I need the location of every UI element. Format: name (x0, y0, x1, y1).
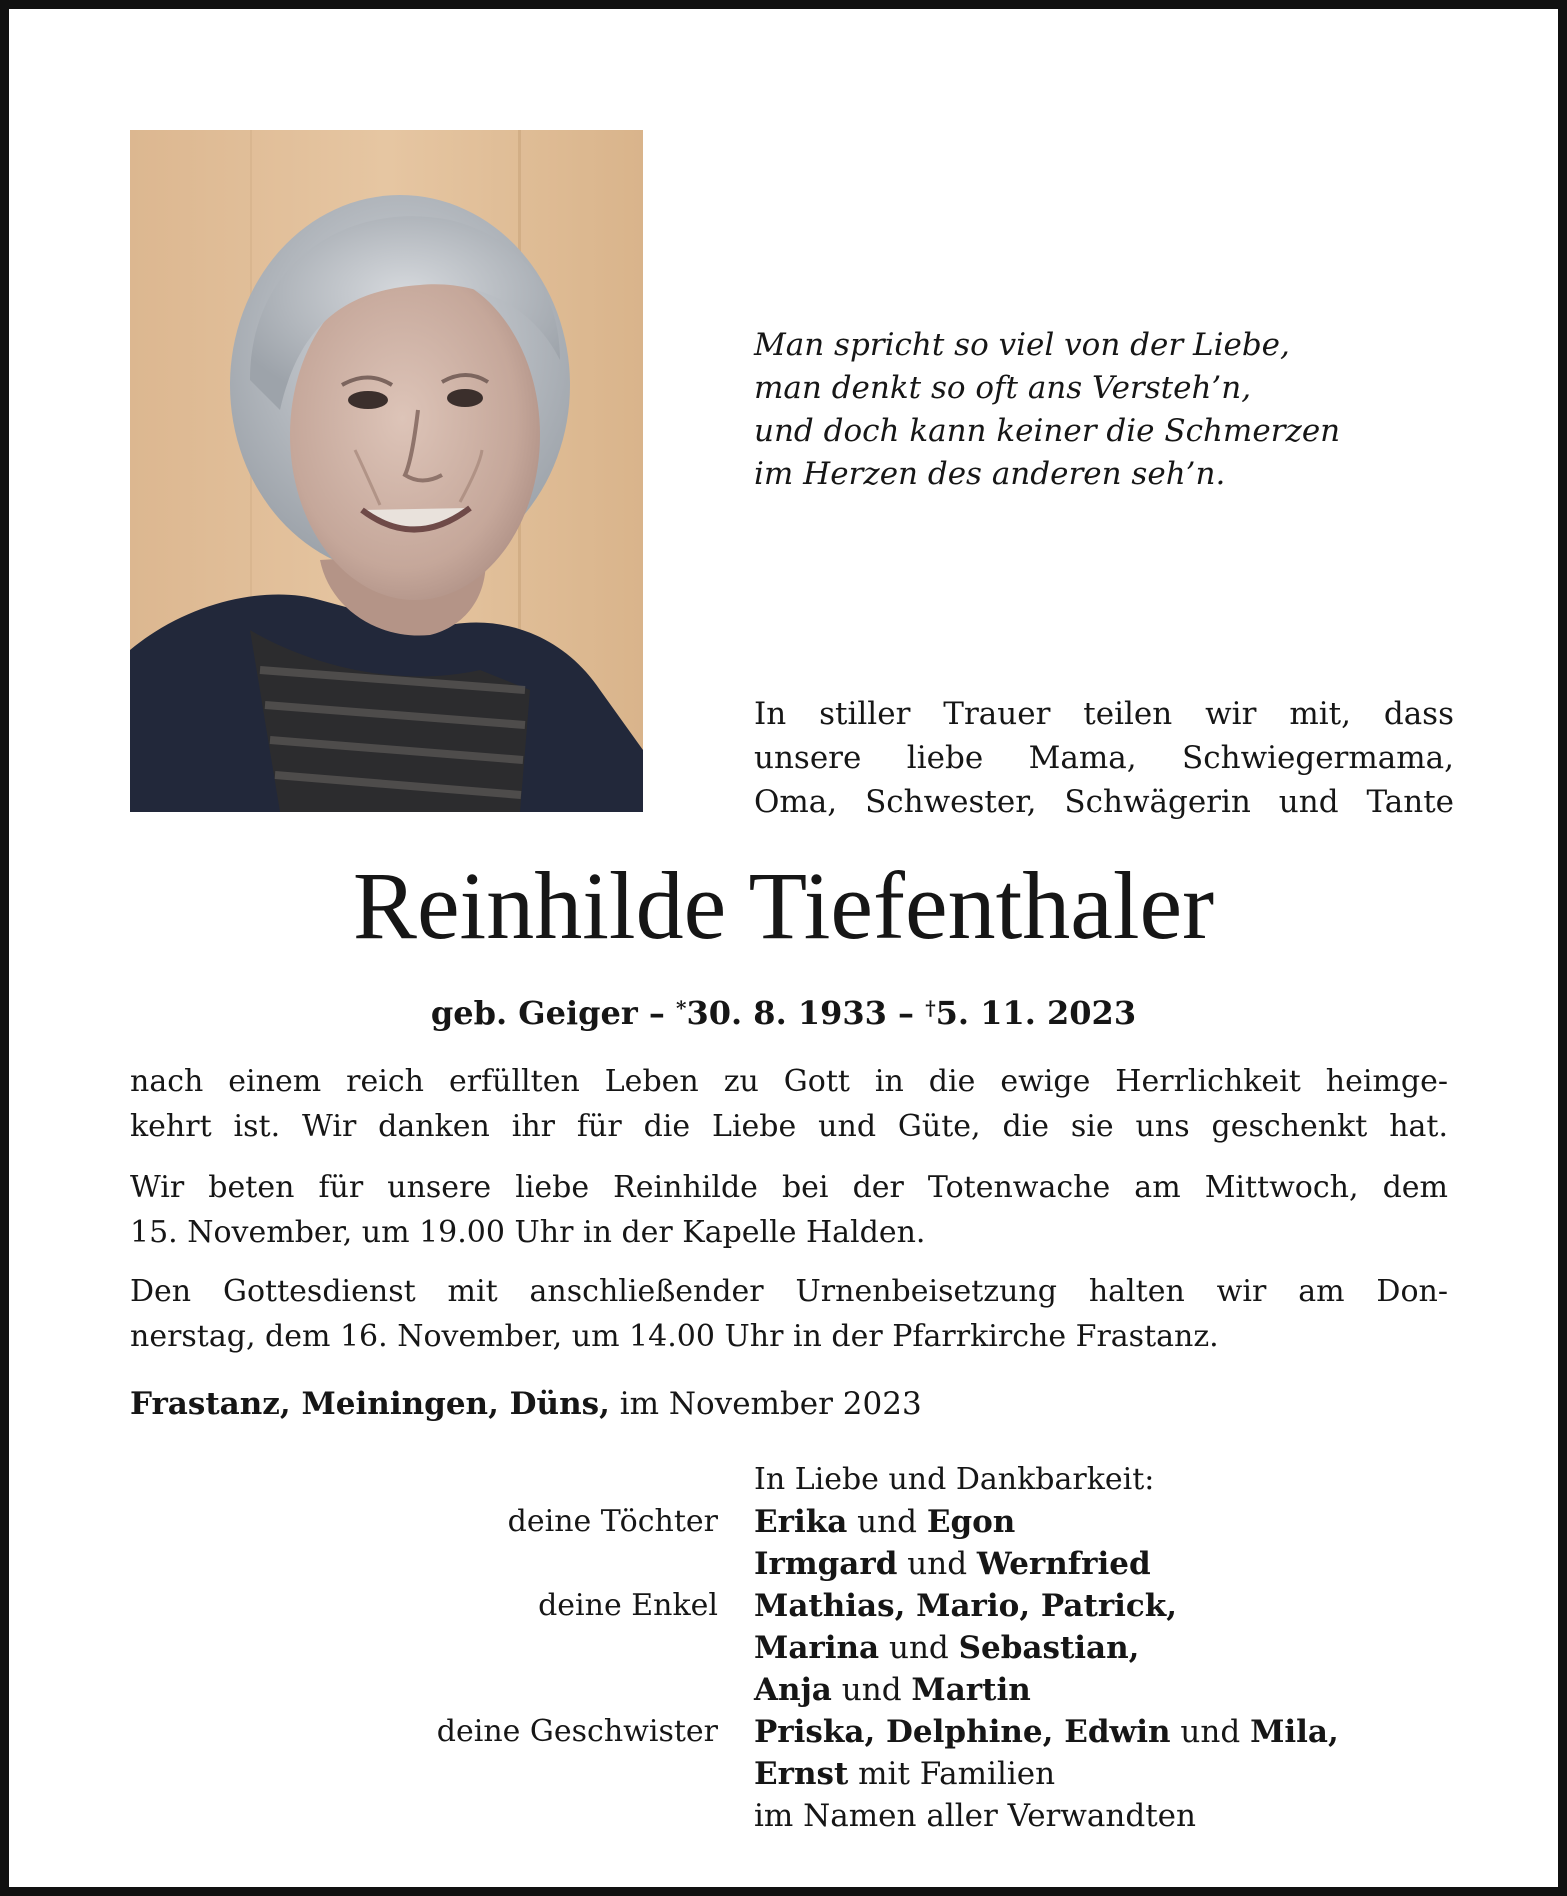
paragraph-passing (130, 1059, 1448, 1149)
paragraph-line: Den Gottesdienst mit anschließender Urnenbeisetzung halten wir am Don- (130, 1274, 1448, 1309)
issue-date: im November 2023 (619, 1386, 922, 1422)
label-siblings: deine Geschwister (436, 1714, 718, 1749)
mourner-line: Marina und Sebastian, (754, 1630, 1140, 1666)
paragraph-vigil (130, 1165, 1448, 1255)
poem (754, 324, 1340, 496)
mourner-line: Erika und Egon (754, 1504, 1016, 1540)
intro-line: In stiller Trauer teilen wir mit, dass (754, 696, 1454, 732)
death-date: 5. 11. 2023 (935, 994, 1137, 1032)
label-daughters: deine Töchter (507, 1504, 718, 1539)
paragraph-line: 15. November, um 19.00 Uhr in der Kapelle Halden. (130, 1215, 926, 1250)
paragraph-line: nerstag, dem 16. November, um 14.00 Uhr in der Pfarrkirche Frastanz. (130, 1319, 1219, 1354)
paragraph-line: nach einem reich erfüllten Leben zu Gott in die ewige Herrlichkeit heimge- (130, 1064, 1448, 1099)
maiden-name: geb. Geiger – (430, 994, 665, 1032)
paragraph-line: kehrt ist. Wir danken ihr für die Liebe und Güte, die sie uns geschenkt hat. (130, 1109, 1448, 1144)
mourner-line: Priska, Delphine, Edwin und Mila, (754, 1714, 1339, 1750)
birth-symbol: * (676, 996, 687, 1020)
paragraph-line: Wir beten für unsere liebe Reinhilde bei der Totenwache am Mittwoch, dem (130, 1170, 1448, 1205)
deceased-name: Reinhilde Tiefenthaler (352, 852, 1215, 959)
death-symbol: † (925, 996, 936, 1020)
birth-date: 30. 8. 1933 (686, 994, 887, 1032)
mourner-line: Ernst mit Familien (754, 1756, 1056, 1792)
intro-line: Oma, Schwester, Schwägerin und Tante (754, 784, 1454, 820)
mourner-line: Anja und Martin (754, 1672, 1031, 1708)
mourner-line: Mathias, Mario, Patrick, (754, 1588, 1178, 1624)
poem-line: Man spricht so viel von der Liebe, (754, 327, 1290, 363)
places: Frastanz, Meiningen, Düns, (130, 1386, 610, 1422)
life-dates (9, 987, 1558, 1034)
date-separator: – (898, 994, 915, 1032)
signature-closing: im Namen aller Verwandten (754, 1798, 1196, 1834)
poem-line: im Herzen des anderen seh’n. (754, 456, 1226, 492)
announcement-intro (754, 692, 1454, 824)
poem-line: man denkt so oft ans Versteh’n, (754, 370, 1252, 406)
paragraph-service (130, 1269, 1448, 1359)
signature-heading: In Liebe und Dankbarkeit: (754, 1462, 1155, 1497)
portrait-photo (130, 130, 643, 812)
label-grandchildren: deine Enkel (538, 1588, 718, 1623)
poem-line: und doch kann keiner die Schmerzen (754, 413, 1341, 449)
place-and-date (130, 1382, 922, 1426)
intro-line: unsere liebe Mama, Schwiegermama, (754, 740, 1454, 776)
mourner-line: Irmgard und Wernfried (754, 1546, 1151, 1582)
